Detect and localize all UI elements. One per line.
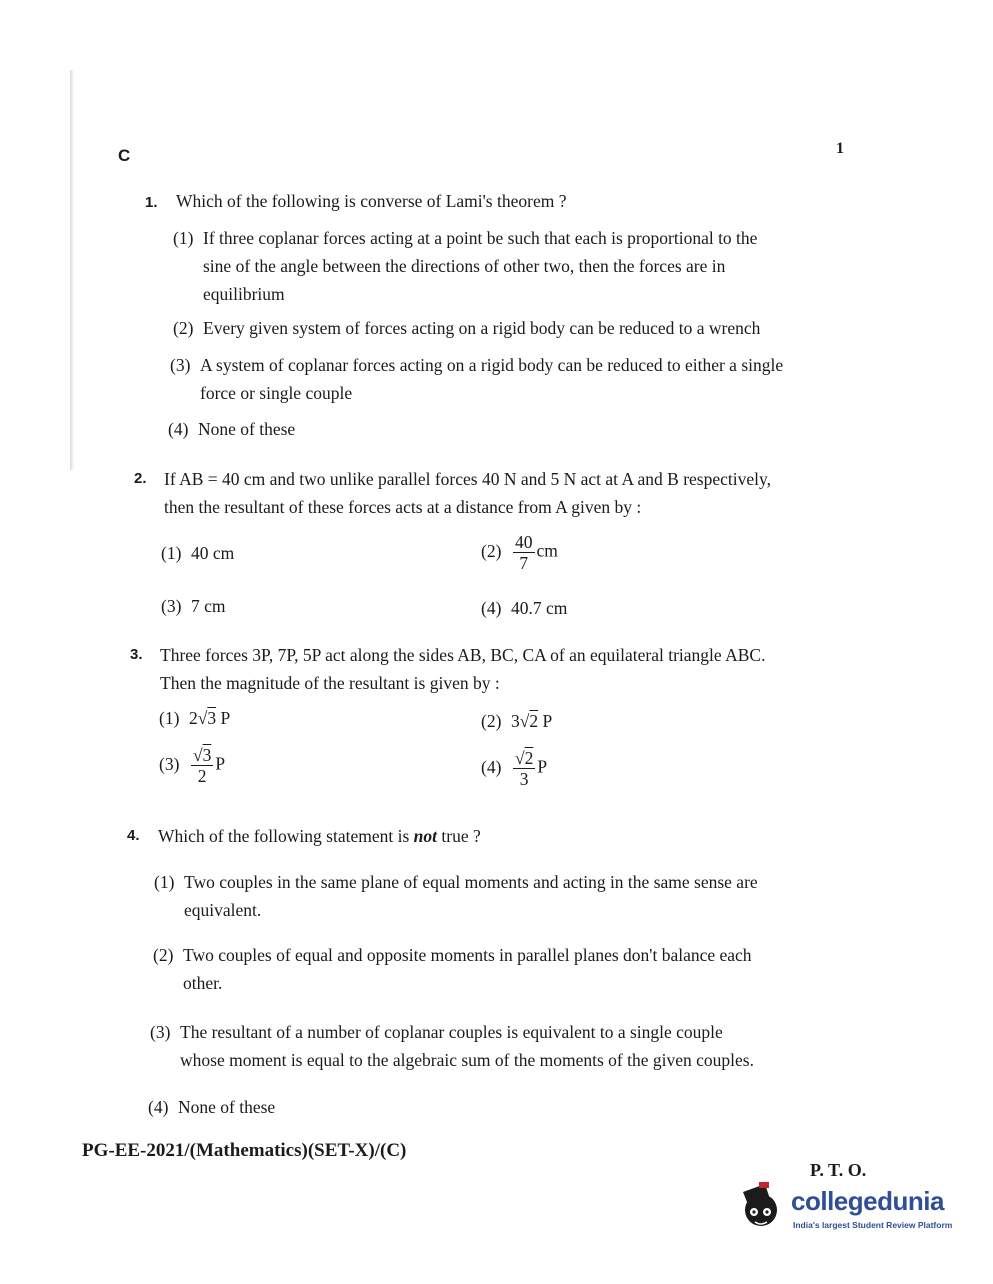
question-line: Then the magnitude of the resultant is given by : [160,673,500,693]
denominator: 3 [519,769,529,789]
option-line: sine of the angle between the directions of other two, then the forces are in [203,256,726,276]
coefficient: 2 [189,708,198,728]
radicand: 2 [524,748,534,768]
question-4-text [158,822,481,850]
option-number: (1) [154,872,175,892]
option-unit: P [542,711,553,731]
collegedunia-logo [735,1180,965,1240]
q3-option-3 [159,745,225,786]
option-line: equilibrium [203,284,285,304]
option-number: (4) [481,598,502,618]
option-number: (4) [148,1097,169,1117]
coefficient: 3 [511,711,520,731]
question-line: If AB = 40 cm and two unlike parallel forces 40 N and 5 N act at A and B respectively, [164,469,771,489]
q1-option-3 [170,351,783,407]
option-number: (3) [161,596,182,616]
option-value: 40.7 cm [511,598,568,618]
option-line: If three coplanar forces acting at a point be such that each is proportional to the [203,228,758,248]
option-number: (3) [150,1022,171,1042]
question-text-before: Which of the following statement is [158,826,410,846]
q4-option-4 [148,1093,275,1121]
option-number: (1) [161,543,182,563]
option-number: (4) [168,419,189,439]
please-turn-over: P. T. O. [810,1160,867,1180]
q1-option-1 [173,224,853,308]
option-number: (3) [170,355,191,375]
option-line: None of these [178,1097,276,1117]
option-number: (2) [481,540,502,561]
q4-option-1 [154,868,864,924]
option-number: (4) [481,756,502,777]
option-unit: cm [536,540,558,561]
scan-edge-shadow [70,70,74,470]
q2-option-1 [161,539,234,567]
question-line: then the resultant of these forces acts at a distance from A given by : [164,497,642,517]
logo-tagline: India's largest Student Review Platform [793,1220,953,1230]
option-line: Every given system of forces acting on a rigid body can be reduced to a wrench [203,318,761,338]
question-3-text [160,641,765,697]
fraction [191,745,213,786]
option-number: (3) [159,753,180,774]
q2-option-2 [481,532,558,573]
mascot-icon [735,1180,787,1232]
radicand: 2 [529,711,539,731]
option-value: 7 cm [191,596,226,616]
option-line: whose moment is equal to the algebraic sum of the moments of the given couples. [180,1050,754,1070]
numerator: √2 [515,748,534,768]
paper-code: PG-EE-2021/(Mathematics)(SET-X)/(C) [82,1140,407,1161]
logo-wordmark: collegedunia [791,1186,944,1216]
q4-option-3 [150,1018,865,1074]
denominator: 2 [197,766,207,786]
question-text-emphasis: not [413,826,437,846]
option-line: The resultant of a number of coplanar couples is equivalent to a single couple [180,1022,723,1042]
set-letter: C [118,146,131,165]
option-number: (2) [481,711,502,731]
q3-option-4 [481,748,547,789]
option-unit: P [537,756,548,777]
q4-option-2 [153,941,863,997]
option-value: 40 cm [191,543,235,563]
question-4-number: 4. [127,827,140,844]
question-text-after: true ? [441,826,481,846]
option-number: (1) [159,708,180,728]
denominator: 7 [519,553,529,573]
option-line: force or single couple [200,383,353,403]
page-number: 1 [836,140,844,157]
question-2-number: 2. [134,470,147,487]
q1-option-2 [173,314,760,342]
option-line: other. [183,973,223,993]
numerator: √3 [193,745,212,765]
question-1-text: Which of the following is converse of Lami's theorem ? [176,191,567,211]
option-unit: P [220,708,231,728]
question-3-number: 3. [130,646,143,663]
question-line: Three forces 3P, 7P, 5P act along the sides AB, BC, CA of an equilateral triangle ABC. [160,645,766,665]
q3-option-1: (1) 2√3 P [159,704,230,732]
q2-option-4 [481,594,567,622]
option-line: equivalent. [184,900,262,920]
option-line: Two couples in the same plane of equal moments and acting in the same sense are [184,872,758,892]
option-line: A system of coplanar forces acting on a rigid body can be reduced to either a single [200,355,784,375]
radicand: 3 [202,745,212,765]
option-unit: P [215,753,226,774]
option-number: (2) [153,945,174,965]
question-1-number: 1. [145,194,158,211]
numerator: 40 [515,532,533,552]
option-number: (1) [173,228,194,248]
option-number: (2) [173,318,194,338]
option-line: Two couples of equal and opposite moments in parallel planes don't balance each [183,945,752,965]
q2-option-3 [161,592,226,620]
q3-option-2: (2) 3√2 P [481,707,552,735]
radicand: 3 [207,708,217,728]
fraction [513,748,535,789]
question-2-text [164,465,771,521]
q1-option-4 [168,415,295,443]
option-line: None of these [198,419,296,439]
fraction [513,532,535,573]
